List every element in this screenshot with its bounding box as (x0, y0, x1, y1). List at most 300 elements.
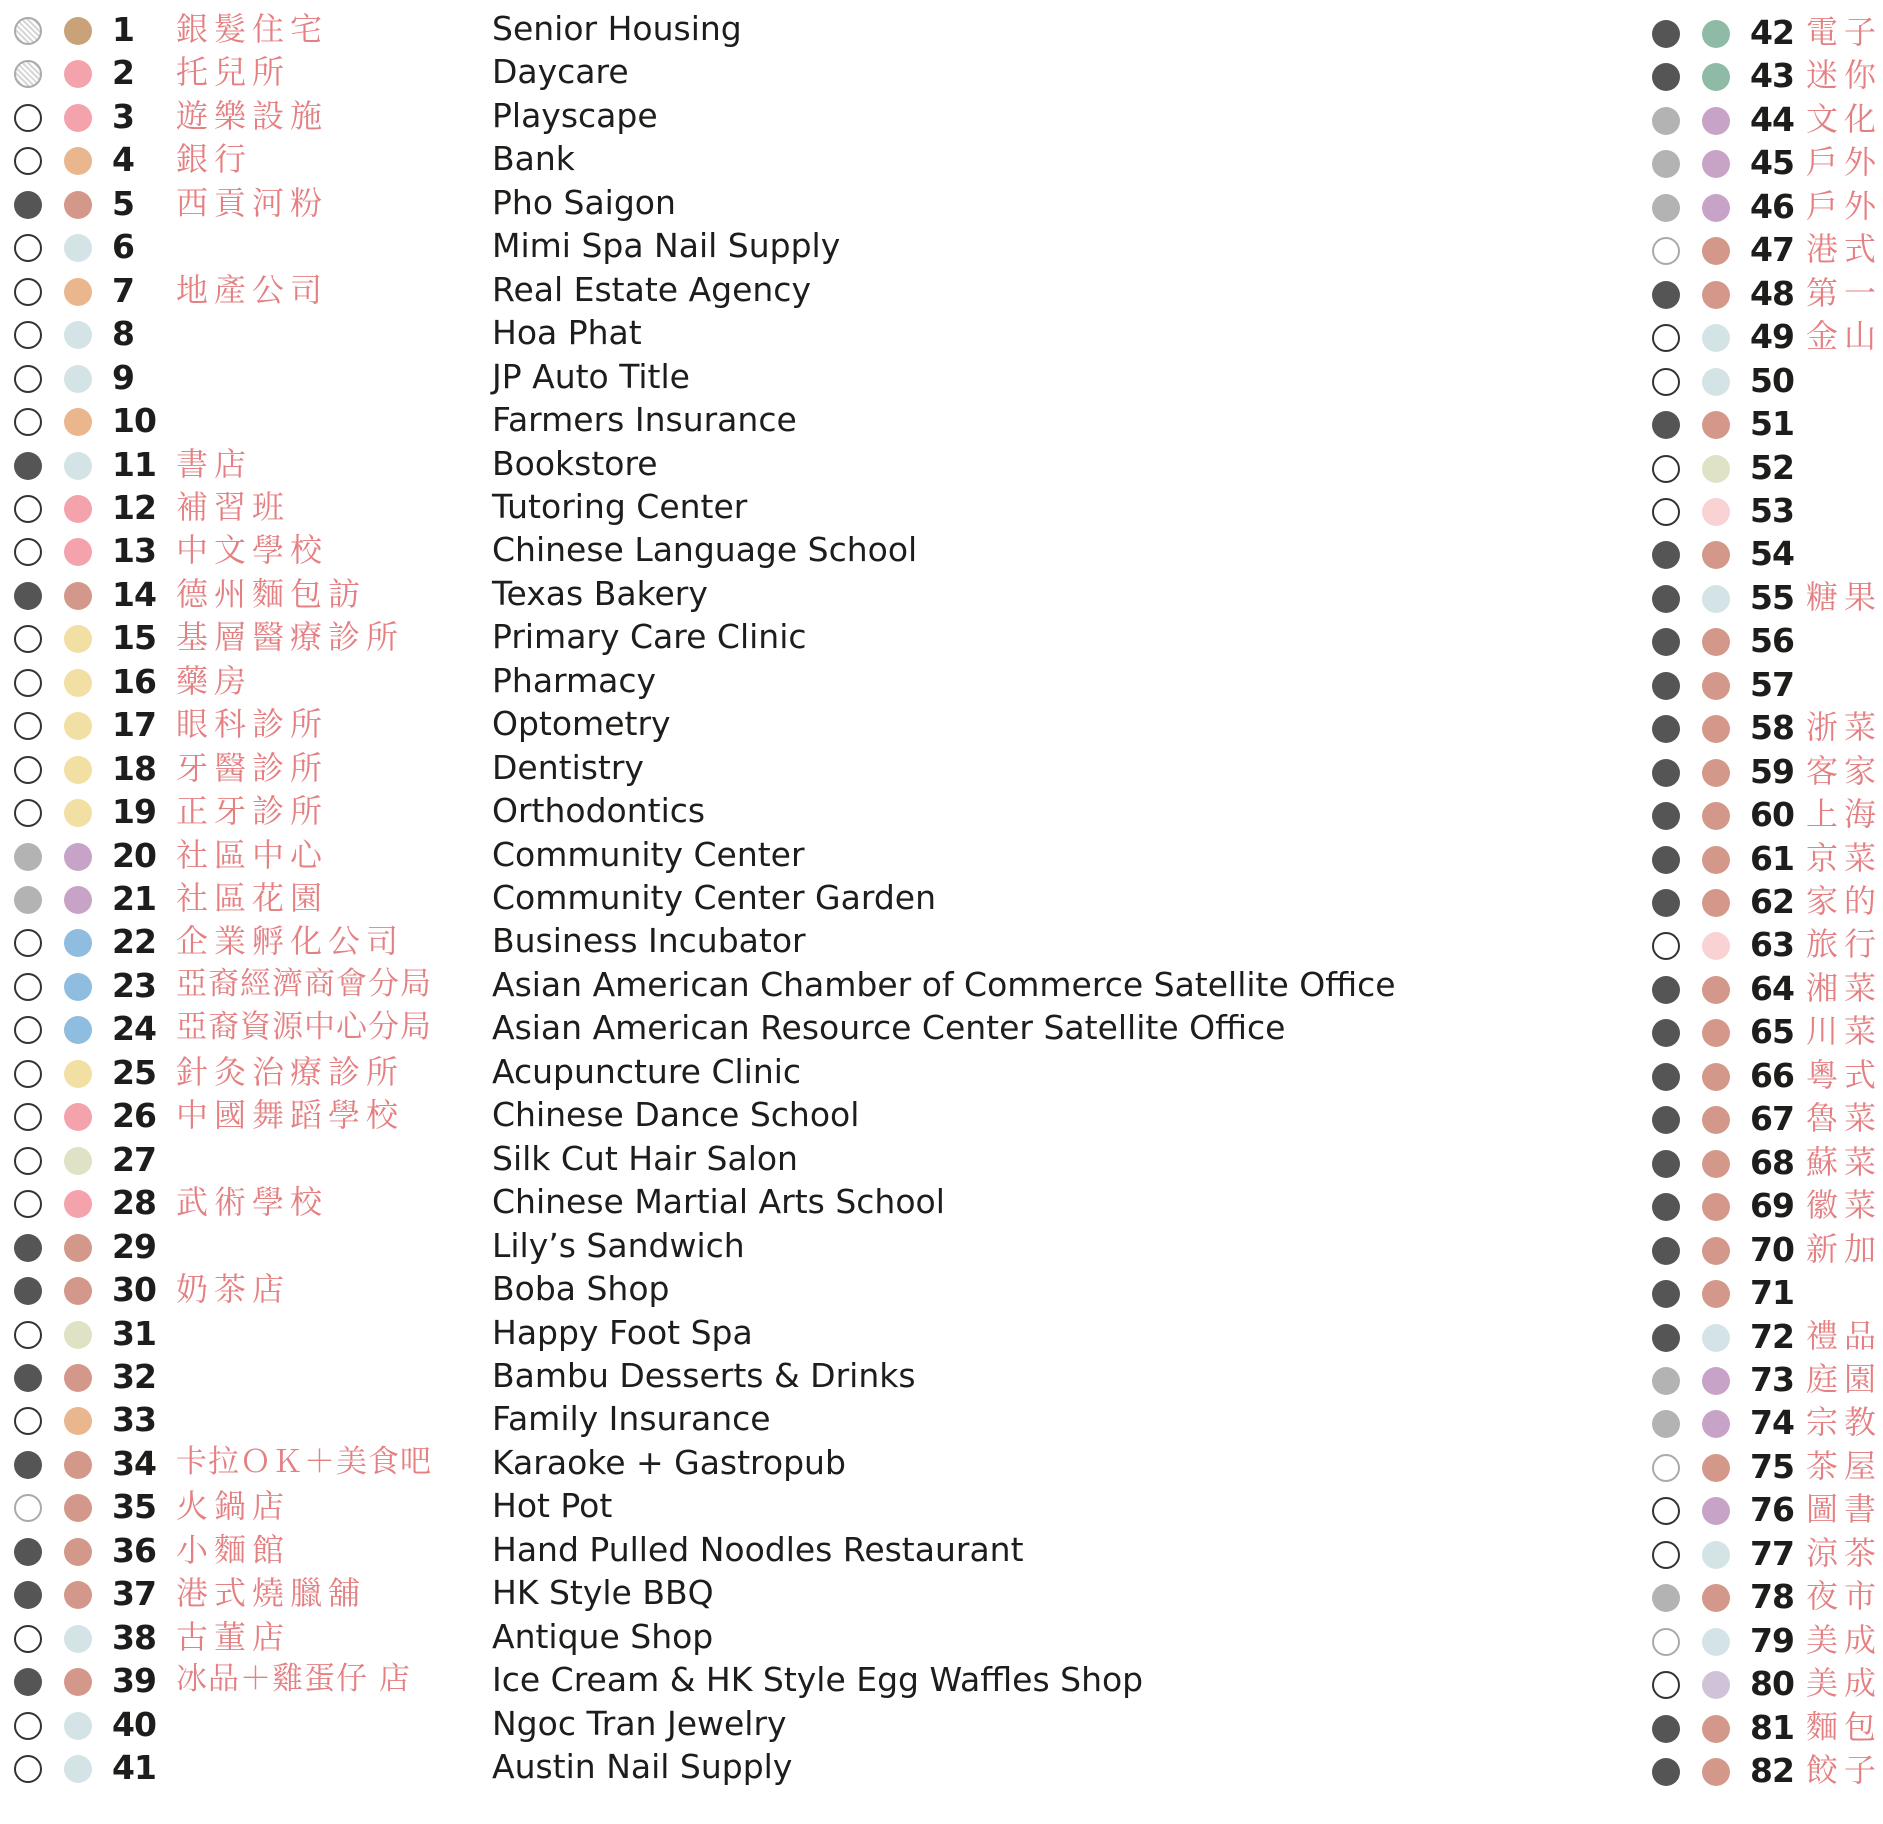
category-dot-icon (1702, 63, 1730, 91)
item-number: 5 (112, 183, 134, 223)
status-dot-icon (1652, 63, 1680, 91)
english-name: Community Center (492, 834, 805, 874)
english-name: Community Center Garden (492, 878, 936, 917)
status-dot-icon (14, 756, 42, 784)
category-dot-icon (64, 1060, 92, 1088)
item-number: 13 (112, 531, 156, 571)
item-number: 42 (1750, 13, 1794, 52)
category-dot-icon (64, 1755, 92, 1783)
chinese-name: 地產公司 (176, 270, 329, 309)
category-dot-icon (64, 669, 92, 697)
list-item (1600, 1751, 1883, 1801)
category-dot-icon (1702, 1454, 1730, 1482)
status-dot-icon (14, 1364, 42, 1392)
chinese-name: 火鍋店 (176, 1487, 291, 1526)
category-dot-icon (1702, 1150, 1730, 1178)
chinese-name: 托兒所 (176, 53, 291, 92)
chinese-name: 金山 (1806, 317, 1883, 356)
chinese-name: 餃子 (1806, 1751, 1883, 1789)
item-number: 26 (112, 1096, 156, 1136)
english-name: Daycare (492, 52, 629, 92)
status-dot-icon (14, 278, 42, 306)
english-name: Optometry (492, 704, 671, 744)
chinese-name: 基層醫療診所 (176, 618, 405, 657)
category-dot-icon (1702, 20, 1730, 48)
item-number: 71 (1750, 1273, 1794, 1313)
chinese-name: 茶屋 (1806, 1446, 1883, 1485)
category-dot-icon (1702, 1758, 1730, 1786)
chinese-name: 迷你 (1806, 56, 1883, 95)
category-dot-icon (1702, 281, 1730, 309)
status-dot-icon (14, 1147, 42, 1175)
item-number: 50 (1750, 360, 1794, 400)
item-number: 75 (1750, 1446, 1794, 1486)
category-dot-icon (64, 1494, 92, 1522)
status-dot-icon (1652, 20, 1680, 48)
item-number: 3 (112, 96, 134, 136)
directory-list-right (1600, 0, 1883, 1824)
chinese-name: 銀髮住宅 (176, 10, 329, 48)
status-dot-icon (1652, 1237, 1680, 1265)
category-dot-icon (64, 973, 92, 1001)
status-dot-icon (1652, 150, 1680, 178)
item-number: 66 (1750, 1055, 1794, 1095)
chinese-name: 第一 (1806, 273, 1883, 312)
category-dot-icon (64, 147, 92, 175)
status-dot-icon (14, 799, 42, 827)
status-dot-icon (1652, 585, 1680, 613)
chinese-name: 戶外 (1806, 143, 1883, 182)
english-name: Chinese Dance School (492, 1095, 860, 1135)
category-dot-icon (1702, 1497, 1730, 1525)
category-dot-icon (64, 1712, 92, 1740)
item-number: 25 (112, 1052, 156, 1092)
status-dot-icon (1652, 932, 1680, 960)
category-dot-icon (64, 191, 92, 219)
item-number: 4 (112, 140, 134, 180)
category-dot-icon (64, 1103, 92, 1131)
item-number: 12 (112, 487, 156, 527)
status-dot-icon (1652, 1193, 1680, 1221)
item-number: 27 (112, 1139, 156, 1179)
item-number: 39 (112, 1661, 156, 1701)
status-dot-icon (1652, 802, 1680, 830)
chinese-name: 家的 (1806, 882, 1883, 920)
item-number: 41 (112, 1748, 156, 1787)
english-name: Hot Pot (492, 1486, 613, 1526)
list-item (0, 313, 1390, 364)
category-dot-icon (64, 799, 92, 827)
category-dot-icon (64, 1016, 92, 1044)
status-dot-icon (1652, 281, 1680, 309)
item-number: 74 (1750, 1403, 1794, 1443)
chinese-name: 旅行 (1806, 925, 1883, 964)
english-name: Hand Pulled Noodles Restaurant (492, 1529, 1024, 1569)
chinese-name: 魯菜 (1806, 1099, 1883, 1138)
english-name: Bookstore (492, 443, 658, 483)
category-dot-icon (64, 452, 92, 480)
item-number: 9 (112, 357, 134, 397)
category-dot-icon (64, 625, 92, 653)
category-dot-icon (1702, 628, 1730, 656)
status-dot-icon (14, 365, 42, 393)
item-number: 24 (112, 1009, 156, 1049)
chinese-name: 徽菜 (1806, 1186, 1883, 1225)
english-name: Antique Shop (492, 1616, 714, 1656)
english-name: Real Estate Agency (492, 269, 811, 309)
chinese-name: 美成 (1806, 1620, 1883, 1659)
english-name: Asian American Resource Center Satellite Office (492, 1008, 1286, 1048)
chinese-name: 冰品＋雞蛋仔 店 (176, 1661, 411, 1698)
item-number: 2 (112, 53, 134, 93)
category-dot-icon (64, 1277, 92, 1305)
item-number: 53 (1750, 490, 1794, 530)
status-dot-icon (14, 582, 42, 610)
status-dot-icon (1652, 1454, 1680, 1482)
status-dot-icon (14, 886, 42, 914)
item-number: 68 (1750, 1142, 1794, 1182)
item-number: 80 (1750, 1664, 1794, 1704)
chinese-name: 浙菜 (1806, 708, 1883, 747)
status-dot-icon (1652, 1715, 1680, 1743)
chinese-name: 牙醫診所 (176, 748, 329, 787)
chinese-name: 戶外 (1806, 186, 1883, 225)
category-dot-icon (1702, 237, 1730, 265)
category-dot-icon (1702, 1324, 1730, 1352)
item-number: 57 (1750, 664, 1794, 704)
status-dot-icon (14, 1190, 42, 1218)
chinese-name: 客家 (1806, 751, 1883, 790)
list-item (1600, 404, 1883, 454)
category-dot-icon (1702, 1106, 1730, 1134)
category-dot-icon (1702, 324, 1730, 352)
status-dot-icon (1652, 1019, 1680, 1047)
list-item (1600, 490, 1883, 541)
list-item (1600, 577, 1883, 628)
item-number: 7 (112, 270, 134, 310)
item-number: 8 (112, 314, 134, 354)
english-name: Karaoke + Gastropub (492, 1442, 846, 1482)
item-number: 82 (1750, 1751, 1794, 1790)
status-dot-icon (1652, 541, 1680, 569)
status-dot-icon (14, 191, 42, 219)
status-dot-icon (14, 973, 42, 1001)
status-dot-icon (1652, 1063, 1680, 1091)
item-number: 60 (1750, 795, 1794, 835)
english-name: Asian American Chamber of Commerce Satellite Office (492, 964, 1396, 1004)
chinese-name: 眼科診所 (176, 705, 329, 744)
chinese-name: 銀行 (176, 140, 253, 179)
item-number: 32 (112, 1356, 156, 1396)
english-name: Tutoring Center (492, 486, 748, 526)
status-dot-icon (1652, 1584, 1680, 1612)
category-dot-icon (1702, 672, 1730, 700)
english-name: Pharmacy (492, 660, 657, 700)
status-dot-icon (1652, 237, 1680, 265)
chinese-name: 奶茶店 (176, 1270, 291, 1309)
chinese-name: 企業孵化公司 (176, 922, 405, 961)
status-dot-icon (14, 104, 42, 132)
category-dot-icon (1702, 498, 1730, 526)
english-name: Austin Nail Supply (492, 1747, 793, 1786)
category-dot-icon (64, 1407, 92, 1435)
category-dot-icon (1702, 541, 1730, 569)
chinese-name: 麵包 (1806, 1707, 1883, 1746)
list-item (1600, 621, 1883, 671)
list-item (1600, 317, 1883, 367)
status-dot-icon (14, 60, 42, 88)
item-number: 76 (1750, 1490, 1794, 1530)
chinese-name: 西貢河粉 (176, 183, 329, 222)
status-dot-icon (1652, 455, 1680, 483)
item-number: 16 (112, 661, 156, 701)
status-dot-icon (1652, 324, 1680, 352)
status-dot-icon (14, 1016, 42, 1044)
category-dot-icon (64, 60, 92, 88)
chinese-name: 湘菜 (1806, 968, 1883, 1007)
english-name: Bambu Desserts & Drinks (492, 1355, 916, 1395)
category-dot-icon (64, 538, 92, 566)
english-name: Pho Saigon (492, 182, 676, 222)
chinese-name: 補習班 (176, 487, 291, 526)
category-dot-icon (64, 1364, 92, 1392)
status-dot-icon (14, 1451, 42, 1479)
chinese-name: 中文學校 (176, 531, 329, 570)
status-dot-icon (14, 495, 42, 523)
chinese-name: 社區花園 (176, 879, 329, 917)
english-name: Dentistry (492, 747, 644, 787)
item-number: 33 (112, 1400, 156, 1440)
chinese-name: 圖書 (1806, 1490, 1883, 1529)
item-number: 72 (1750, 1316, 1794, 1356)
category-dot-icon (1702, 1367, 1730, 1395)
status-dot-icon (1652, 1628, 1680, 1656)
chinese-name: 美成 (1806, 1664, 1883, 1703)
chinese-name: 糖果 (1806, 577, 1883, 616)
category-dot-icon (1702, 1584, 1730, 1612)
category-dot-icon (1702, 585, 1730, 613)
item-number: 19 (112, 792, 156, 832)
chinese-name: 電子 (1806, 13, 1883, 51)
english-name: JP Auto Title (492, 356, 690, 396)
item-number: 18 (112, 748, 156, 788)
list-item (0, 1747, 1390, 1798)
category-dot-icon (1702, 455, 1730, 483)
item-number: 28 (112, 1183, 156, 1223)
status-dot-icon (1652, 368, 1680, 396)
item-number: 58 (1750, 708, 1794, 748)
list-item (1600, 1229, 1883, 1280)
status-dot-icon (14, 321, 42, 349)
status-dot-icon (14, 712, 42, 740)
item-number: 70 (1750, 1229, 1794, 1269)
category-dot-icon (64, 886, 92, 914)
status-dot-icon (14, 669, 42, 697)
item-number: 67 (1750, 1099, 1794, 1139)
chinese-name: 針灸治療診所 (176, 1052, 405, 1091)
category-dot-icon (1702, 150, 1730, 178)
category-dot-icon (64, 278, 92, 306)
category-dot-icon (1702, 107, 1730, 135)
item-number: 55 (1750, 577, 1794, 617)
english-name: Chinese Language School (492, 530, 918, 570)
status-dot-icon (14, 1234, 42, 1262)
status-dot-icon (14, 1103, 42, 1131)
category-dot-icon (64, 756, 92, 784)
status-dot-icon (14, 1494, 42, 1522)
category-dot-icon (64, 712, 92, 740)
chinese-name: 卡拉ＯＫ＋美食吧 (176, 1443, 432, 1480)
category-dot-icon (1702, 1019, 1730, 1047)
category-dot-icon (64, 1147, 92, 1175)
chinese-name: 夜市 (1806, 1577, 1883, 1616)
status-dot-icon (14, 1625, 42, 1653)
chinese-name: 德州麵包訪 (176, 574, 367, 613)
status-dot-icon (14, 1538, 42, 1566)
category-dot-icon (1702, 976, 1730, 1004)
status-dot-icon (14, 1755, 42, 1783)
english-name: Primary Care Clinic (492, 617, 807, 657)
chinese-name: 文化 (1806, 99, 1883, 138)
category-dot-icon (64, 1538, 92, 1566)
category-dot-icon (64, 1321, 92, 1349)
category-dot-icon (1702, 1410, 1730, 1438)
category-dot-icon (64, 1581, 92, 1609)
category-dot-icon (1702, 1628, 1730, 1656)
chinese-name: 武術學校 (176, 1183, 329, 1222)
status-dot-icon (1652, 715, 1680, 743)
item-number: 77 (1750, 1533, 1794, 1573)
status-dot-icon (1652, 1280, 1680, 1308)
status-dot-icon (1652, 628, 1680, 656)
category-dot-icon (1702, 932, 1730, 960)
status-dot-icon (1652, 1106, 1680, 1134)
item-number: 30 (112, 1270, 156, 1310)
category-dot-icon (64, 408, 92, 436)
category-dot-icon (64, 17, 92, 45)
english-name: Lily’s Sandwich (492, 1225, 745, 1265)
status-dot-icon (14, 538, 42, 566)
chinese-name: 蘇菜 (1806, 1142, 1883, 1181)
status-dot-icon (1652, 1541, 1680, 1569)
category-dot-icon (1702, 1237, 1730, 1265)
chinese-name: 京菜 (1806, 838, 1883, 877)
category-dot-icon (1702, 759, 1730, 787)
english-name: HK Style BBQ (492, 1573, 714, 1613)
item-number: 11 (112, 444, 156, 484)
english-name: Bank (492, 139, 575, 179)
item-number: 61 (1750, 838, 1794, 878)
item-number: 31 (112, 1313, 156, 1353)
category-dot-icon (1702, 889, 1730, 917)
item-number: 22 (112, 922, 156, 962)
english-name: Hoa Phat (492, 313, 642, 353)
status-dot-icon (14, 408, 42, 436)
english-name: Playscape (492, 95, 658, 135)
english-name: Farmers Insurance (492, 400, 797, 440)
item-number: 47 (1750, 230, 1794, 270)
category-dot-icon (64, 1668, 92, 1696)
status-dot-icon (14, 625, 42, 653)
english-name: Business Incubator (492, 921, 806, 961)
status-dot-icon (1652, 411, 1680, 439)
category-dot-icon (1702, 715, 1730, 743)
chinese-name: 小麵館 (176, 1530, 291, 1569)
item-number: 34 (112, 1443, 156, 1483)
status-dot-icon (1652, 1367, 1680, 1395)
status-dot-icon (1652, 498, 1680, 526)
english-name: Happy Foot Spa (492, 1312, 753, 1352)
chinese-name: 禮品 (1806, 1316, 1883, 1355)
chinese-name: 藥房 (176, 661, 253, 700)
item-number: 36 (112, 1530, 156, 1570)
item-number: 62 (1750, 882, 1794, 921)
category-dot-icon (64, 929, 92, 957)
status-dot-icon (1652, 1410, 1680, 1438)
category-dot-icon (64, 495, 92, 523)
status-dot-icon (14, 1060, 42, 1088)
chinese-name: 社區中心 (176, 835, 329, 874)
english-name: Ice Cream & HK Style Egg Waffles Shop (492, 1660, 1144, 1700)
category-dot-icon (1702, 1193, 1730, 1221)
chinese-name: 港式 (1806, 230, 1883, 269)
english-name: Chinese Martial Arts School (492, 1182, 945, 1222)
english-name: Ngoc Tran Jewelry (492, 1703, 787, 1743)
category-dot-icon (64, 1234, 92, 1262)
status-dot-icon (14, 1407, 42, 1435)
item-number: 63 (1750, 925, 1794, 965)
status-dot-icon (1652, 759, 1680, 787)
chinese-name: 粵式 (1806, 1055, 1883, 1094)
english-name: Mimi Spa Nail Supply (492, 226, 841, 266)
item-number: 35 (112, 1487, 156, 1527)
status-dot-icon (14, 843, 42, 871)
item-number: 64 (1750, 968, 1794, 1008)
item-number: 43 (1750, 56, 1794, 96)
chinese-name: 古董店 (176, 1617, 291, 1656)
status-dot-icon (1652, 976, 1680, 1004)
item-number: 79 (1750, 1620, 1794, 1660)
category-dot-icon (64, 1625, 92, 1653)
item-number: 65 (1750, 1012, 1794, 1052)
english-name: Boba Shop (492, 1269, 670, 1309)
category-dot-icon (1702, 802, 1730, 830)
item-number: 38 (112, 1617, 156, 1657)
item-number: 49 (1750, 317, 1794, 357)
status-dot-icon (1652, 194, 1680, 222)
item-number: 37 (112, 1574, 156, 1614)
english-name: Texas Bakery (492, 573, 708, 613)
item-number: 69 (1750, 1186, 1794, 1226)
category-dot-icon (1702, 1280, 1730, 1308)
item-number: 10 (112, 401, 156, 441)
category-dot-icon (64, 234, 92, 262)
chinese-name: 新加 (1806, 1229, 1883, 1268)
chinese-name: 書店 (176, 444, 253, 483)
item-number: 20 (112, 835, 156, 875)
status-dot-icon (1652, 1497, 1680, 1525)
category-dot-icon (64, 582, 92, 610)
english-name: Orthodontics (492, 791, 706, 831)
category-dot-icon (64, 1190, 92, 1218)
chinese-name: 川菜 (1806, 1012, 1883, 1051)
english-name: Senior Housing (492, 9, 742, 48)
status-dot-icon (1652, 846, 1680, 874)
category-dot-icon (1702, 1063, 1730, 1091)
status-dot-icon (1652, 672, 1680, 700)
status-dot-icon (14, 1277, 42, 1305)
category-dot-icon (64, 104, 92, 132)
